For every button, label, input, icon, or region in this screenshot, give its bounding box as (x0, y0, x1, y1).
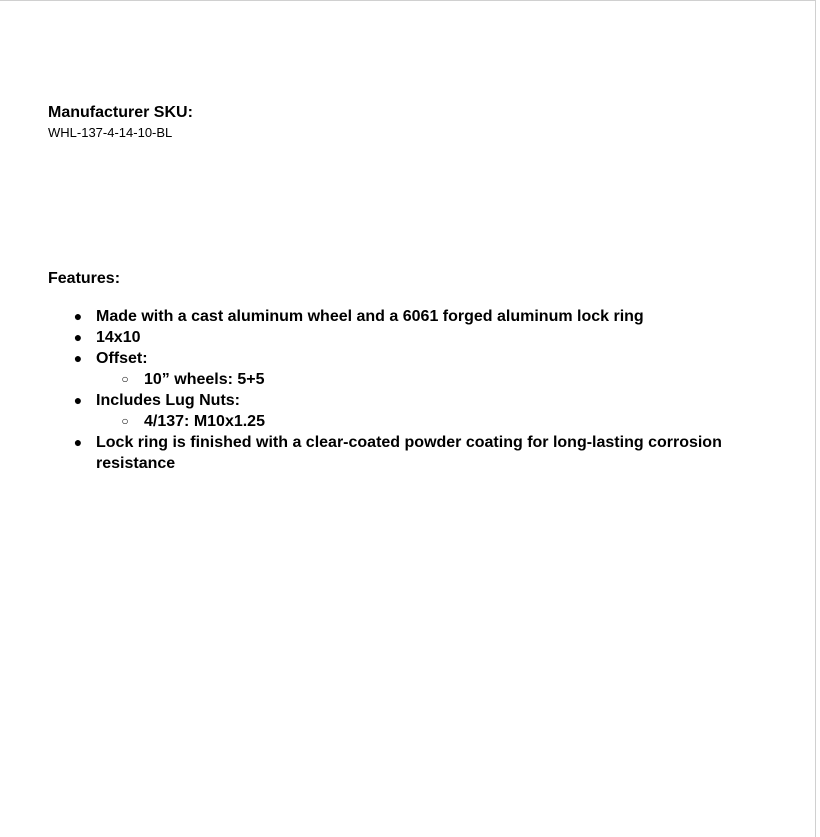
sku-section (48, 103, 193, 142)
sub-list-item-text: 4/137: M10x1.25 (144, 413, 265, 430)
list-item-text: 14x10 (96, 329, 141, 346)
sub-list-item (96, 411, 768, 432)
sub-list (96, 411, 768, 432)
sub-list (96, 369, 768, 390)
bullet-icon: ● (73, 350, 83, 366)
sku-value: WHL-137-4-14-10-BL (48, 125, 173, 140)
list-item (48, 390, 768, 432)
bullet-icon: ● (73, 308, 83, 324)
sub-list-item-text: 10” wheels: 5+5 (144, 371, 265, 388)
list-item (48, 306, 768, 327)
sub-list-item (96, 369, 768, 390)
list-item-text: Offset: (96, 350, 148, 367)
list-item-text: Lock ring is finished with a clear-coated powder coating for long-lasting corrosion resistance (96, 434, 722, 472)
list-item-text: Includes Lug Nuts: (96, 392, 240, 409)
hollow-bullet-icon: ○ (121, 414, 129, 428)
list-item (48, 327, 768, 348)
list-item-text: Made with a cast aluminum wheel and a 6061 forged aluminum lock ring (96, 308, 644, 325)
sku-label: Manufacturer SKU: (48, 104, 193, 121)
bullet-icon: ● (73, 434, 83, 450)
list-item (48, 348, 768, 390)
list-item (48, 432, 768, 474)
features-section (48, 269, 768, 474)
features-heading: Features: (48, 270, 121, 287)
bullet-icon: ● (73, 329, 83, 345)
bullet-icon: ● (73, 392, 83, 408)
features-list (48, 306, 768, 474)
hollow-bullet-icon: ○ (121, 372, 129, 386)
